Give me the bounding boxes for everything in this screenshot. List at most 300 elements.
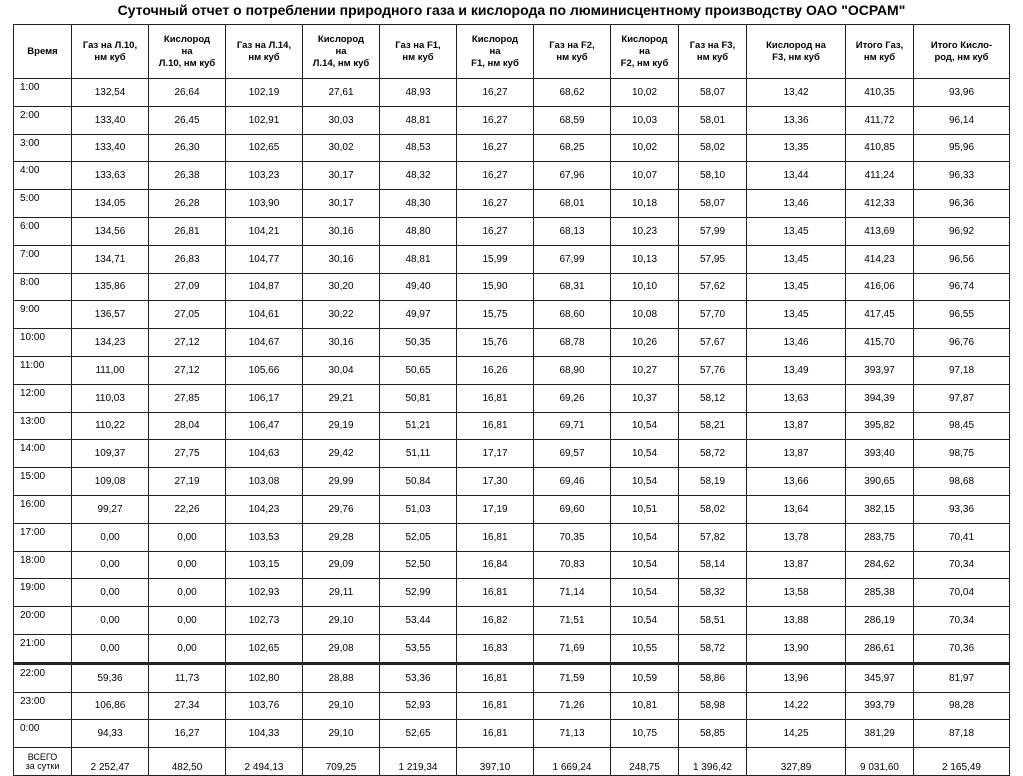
value-cell: 68,31 [534, 273, 611, 301]
value-cell: 13,66 [747, 468, 846, 496]
table-row [14, 720, 1010, 748]
value-cell: 49,97 [380, 301, 457, 329]
value-cell: 30,03 [303, 106, 380, 134]
value-cell: 16,83 [457, 634, 534, 663]
value-cell: 58,14 [679, 551, 747, 579]
time-cell: 10:00 [14, 329, 72, 357]
value-cell: 133,63 [72, 162, 149, 190]
value-cell: 58,02 [679, 495, 747, 523]
value-cell: 417,45 [846, 301, 914, 329]
total-label: ВСЕГО за сутки [14, 748, 72, 776]
value-cell: 134,23 [72, 329, 149, 357]
value-cell: 69,60 [534, 495, 611, 523]
value-cell: 96,33 [914, 162, 1010, 190]
table-row [14, 495, 1010, 523]
time-cell: 19:00 [14, 579, 72, 607]
value-cell: 26,83 [149, 245, 226, 273]
value-cell: 10,59 [611, 663, 679, 692]
value-cell: 104,87 [226, 273, 303, 301]
value-cell: 57,99 [679, 217, 747, 245]
value-cell: 110,22 [72, 412, 149, 440]
value-cell: 96,36 [914, 190, 1010, 218]
value-cell: 70,36 [914, 634, 1010, 663]
value-cell: 29,19 [303, 412, 380, 440]
time-cell: 23:00 [14, 692, 72, 720]
value-cell: 16,84 [457, 551, 534, 579]
value-cell: 102,19 [226, 79, 303, 107]
value-cell: 81,97 [914, 663, 1010, 692]
value-cell: 15,75 [457, 301, 534, 329]
time-cell: 6:00 [14, 217, 72, 245]
value-cell: 58,07 [679, 79, 747, 107]
time-cell: 8:00 [14, 273, 72, 301]
time-cell: 13:00 [14, 412, 72, 440]
value-cell: 70,35 [534, 523, 611, 551]
column-header: Время [14, 25, 72, 79]
value-cell: 16,81 [457, 692, 534, 720]
value-cell: 68,25 [534, 134, 611, 162]
time-cell: 17:00 [14, 523, 72, 551]
value-cell: 109,08 [72, 468, 149, 496]
value-cell: 13,42 [747, 79, 846, 107]
column-header: Газ на Л.14, нм куб [226, 25, 303, 79]
table-row [14, 579, 1010, 607]
value-cell: 16,27 [149, 720, 226, 748]
value-cell: 30,16 [303, 245, 380, 273]
value-cell: 103,53 [226, 523, 303, 551]
value-cell: 10,23 [611, 217, 679, 245]
value-cell: 29,42 [303, 440, 380, 468]
value-cell: 16,81 [457, 412, 534, 440]
value-cell: 16,27 [457, 217, 534, 245]
value-cell: 393,79 [846, 692, 914, 720]
value-cell: 13,45 [747, 301, 846, 329]
value-cell: 26,81 [149, 217, 226, 245]
value-cell: 14,25 [747, 720, 846, 748]
value-cell: 27,85 [149, 384, 226, 412]
value-cell: 30,22 [303, 301, 380, 329]
total-row [14, 748, 1010, 776]
value-cell: 67,99 [534, 245, 611, 273]
value-cell: 17,30 [457, 468, 534, 496]
value-cell: 16,27 [457, 162, 534, 190]
value-cell: 415,70 [846, 329, 914, 357]
value-cell: 16,81 [457, 720, 534, 748]
time-cell: 0:00 [14, 720, 72, 748]
time-cell: 7:00 [14, 245, 72, 273]
value-cell: 13,88 [747, 607, 846, 635]
value-cell: 10,02 [611, 134, 679, 162]
column-header: Итого Кисло- род, нм куб [914, 25, 1010, 79]
value-cell: 95,96 [914, 134, 1010, 162]
value-cell: 71,26 [534, 692, 611, 720]
value-cell: 99,27 [72, 495, 149, 523]
time-cell: 18:00 [14, 551, 72, 579]
value-cell: 53,36 [380, 663, 457, 692]
value-cell: 10,54 [611, 523, 679, 551]
value-cell: 134,56 [72, 217, 149, 245]
value-cell: 68,90 [534, 356, 611, 384]
value-cell: 103,15 [226, 551, 303, 579]
value-cell: 0,00 [149, 634, 226, 663]
value-cell: 102,91 [226, 106, 303, 134]
value-cell: 98,45 [914, 412, 1010, 440]
value-cell: 10,13 [611, 245, 679, 273]
value-cell: 68,60 [534, 301, 611, 329]
value-cell: 58,12 [679, 384, 747, 412]
value-cell: 70,34 [914, 607, 1010, 635]
value-cell: 96,92 [914, 217, 1010, 245]
value-cell: 10,03 [611, 106, 679, 134]
table-row [14, 692, 1010, 720]
value-cell: 57,82 [679, 523, 747, 551]
value-cell: 71,13 [534, 720, 611, 748]
total-value: 2 494,13 [226, 748, 303, 776]
table-row [14, 663, 1010, 692]
value-cell: 134,05 [72, 190, 149, 218]
value-cell: 110,03 [72, 384, 149, 412]
column-header: Кислород на Л.14, нм куб [303, 25, 380, 79]
value-cell: 68,01 [534, 190, 611, 218]
table-row [14, 273, 1010, 301]
value-cell: 284,62 [846, 551, 914, 579]
value-cell: 103,90 [226, 190, 303, 218]
value-cell: 393,97 [846, 356, 914, 384]
value-cell: 286,61 [846, 634, 914, 663]
value-cell: 71,14 [534, 579, 611, 607]
value-cell: 106,47 [226, 412, 303, 440]
value-cell: 58,85 [679, 720, 747, 748]
value-cell: 48,53 [380, 134, 457, 162]
value-cell: 30,16 [303, 217, 380, 245]
total-value: 397,10 [457, 748, 534, 776]
value-cell: 102,80 [226, 663, 303, 692]
value-cell: 10,27 [611, 356, 679, 384]
value-cell: 50,35 [380, 329, 457, 357]
value-cell: 105,66 [226, 356, 303, 384]
value-cell: 10,26 [611, 329, 679, 357]
value-cell: 96,55 [914, 301, 1010, 329]
value-cell: 103,23 [226, 162, 303, 190]
column-header: Кислород на Л.10, нм куб [149, 25, 226, 79]
value-cell: 30,20 [303, 273, 380, 301]
value-cell: 13,46 [747, 329, 846, 357]
table-row [14, 468, 1010, 496]
value-cell: 29,28 [303, 523, 380, 551]
value-cell: 10,51 [611, 495, 679, 523]
value-cell: 26,45 [149, 106, 226, 134]
column-header: Газ на F1, нм куб [380, 25, 457, 79]
table-row [14, 190, 1010, 218]
header-row [14, 25, 1010, 79]
value-cell: 14,22 [747, 692, 846, 720]
total-value: 2 252,47 [72, 748, 149, 776]
value-cell: 0,00 [72, 579, 149, 607]
value-cell: 16,27 [457, 190, 534, 218]
value-cell: 29,09 [303, 551, 380, 579]
value-cell: 111,00 [72, 356, 149, 384]
value-cell: 48,81 [380, 106, 457, 134]
value-cell: 30,16 [303, 329, 380, 357]
value-cell: 50,81 [380, 384, 457, 412]
value-cell: 10,54 [611, 440, 679, 468]
table-row [14, 245, 1010, 273]
value-cell: 30,02 [303, 134, 380, 162]
value-cell: 58,32 [679, 579, 747, 607]
value-cell: 16,27 [457, 106, 534, 134]
value-cell: 71,59 [534, 663, 611, 692]
total-value: 2 165,49 [914, 748, 1010, 776]
value-cell: 413,69 [846, 217, 914, 245]
value-cell: 22,26 [149, 495, 226, 523]
value-cell: 27,19 [149, 468, 226, 496]
value-cell: 50,84 [380, 468, 457, 496]
value-cell: 410,85 [846, 134, 914, 162]
value-cell: 10,08 [611, 301, 679, 329]
value-cell: 94,33 [72, 720, 149, 748]
value-cell: 414,23 [846, 245, 914, 273]
value-cell: 96,74 [914, 273, 1010, 301]
value-cell: 97,18 [914, 356, 1010, 384]
value-cell: 13,36 [747, 106, 846, 134]
value-cell: 10,37 [611, 384, 679, 412]
value-cell: 58,07 [679, 190, 747, 218]
value-cell: 10,54 [611, 412, 679, 440]
value-cell: 69,71 [534, 412, 611, 440]
value-cell: 10,18 [611, 190, 679, 218]
value-cell: 51,21 [380, 412, 457, 440]
value-cell: 98,28 [914, 692, 1010, 720]
value-cell: 58,72 [679, 440, 747, 468]
value-cell: 29,10 [303, 720, 380, 748]
value-cell: 0,00 [149, 579, 226, 607]
value-cell: 48,32 [380, 162, 457, 190]
value-cell: 26,38 [149, 162, 226, 190]
value-cell: 27,12 [149, 329, 226, 357]
value-cell: 53,55 [380, 634, 457, 663]
value-cell: 51,03 [380, 495, 457, 523]
value-cell: 416,06 [846, 273, 914, 301]
table-row [14, 329, 1010, 357]
value-cell: 52,50 [380, 551, 457, 579]
value-cell: 27,75 [149, 440, 226, 468]
value-cell: 16,81 [457, 384, 534, 412]
value-cell: 13,49 [747, 356, 846, 384]
value-cell: 393,40 [846, 440, 914, 468]
time-cell: 9:00 [14, 301, 72, 329]
time-cell: 1:00 [14, 79, 72, 107]
value-cell: 0,00 [72, 634, 149, 663]
total-value: 1 219,34 [380, 748, 457, 776]
value-cell: 102,65 [226, 634, 303, 663]
value-cell: 0,00 [72, 607, 149, 635]
value-cell: 0,00 [149, 607, 226, 635]
time-cell: 15:00 [14, 468, 72, 496]
value-cell: 13,64 [747, 495, 846, 523]
value-cell: 69,46 [534, 468, 611, 496]
value-cell: 134,71 [72, 245, 149, 273]
value-cell: 411,72 [846, 106, 914, 134]
value-cell: 104,67 [226, 329, 303, 357]
value-cell: 30,04 [303, 356, 380, 384]
value-cell: 29,10 [303, 692, 380, 720]
value-cell: 15,90 [457, 273, 534, 301]
value-cell: 17,19 [457, 495, 534, 523]
value-cell: 29,76 [303, 495, 380, 523]
value-cell: 104,61 [226, 301, 303, 329]
value-cell: 27,05 [149, 301, 226, 329]
value-cell: 29,10 [303, 607, 380, 635]
column-header: Газ на F2, нм куб [534, 25, 611, 79]
value-cell: 10,55 [611, 634, 679, 663]
value-cell: 52,99 [380, 579, 457, 607]
column-header: Газ на Л.10, нм куб [72, 25, 149, 79]
value-cell: 26,64 [149, 79, 226, 107]
value-cell: 48,93 [380, 79, 457, 107]
time-cell: 2:00 [14, 106, 72, 134]
value-cell: 69,57 [534, 440, 611, 468]
column-header: Кислород на F1, нм куб [457, 25, 534, 79]
total-value: 1 669,24 [534, 748, 611, 776]
value-cell: 11,73 [149, 663, 226, 692]
value-cell: 29,21 [303, 384, 380, 412]
time-cell: 4:00 [14, 162, 72, 190]
value-cell: 98,75 [914, 440, 1010, 468]
value-cell: 13,45 [747, 273, 846, 301]
value-cell: 13,63 [747, 384, 846, 412]
value-cell: 109,37 [72, 440, 149, 468]
table-row [14, 301, 1010, 329]
time-cell: 22:00 [14, 663, 72, 692]
table-row [14, 106, 1010, 134]
value-cell: 382,15 [846, 495, 914, 523]
table-body [14, 79, 1010, 776]
value-cell: 13,87 [747, 440, 846, 468]
value-cell: 96,56 [914, 245, 1010, 273]
value-cell: 58,51 [679, 607, 747, 635]
value-cell: 412,33 [846, 190, 914, 218]
value-cell: 104,63 [226, 440, 303, 468]
value-cell: 52,05 [380, 523, 457, 551]
value-cell: 57,70 [679, 301, 747, 329]
value-cell: 104,21 [226, 217, 303, 245]
value-cell: 10,07 [611, 162, 679, 190]
value-cell: 395,82 [846, 412, 914, 440]
value-cell: 103,76 [226, 692, 303, 720]
time-cell: 11:00 [14, 356, 72, 384]
value-cell: 135,86 [72, 273, 149, 301]
value-cell: 96,76 [914, 329, 1010, 357]
value-cell: 13,45 [747, 245, 846, 273]
value-cell: 106,86 [72, 692, 149, 720]
value-cell: 16,81 [457, 663, 534, 692]
value-cell: 57,67 [679, 329, 747, 357]
value-cell: 71,51 [534, 607, 611, 635]
table-row [14, 440, 1010, 468]
value-cell: 390,65 [846, 468, 914, 496]
value-cell: 106,17 [226, 384, 303, 412]
value-cell: 104,23 [226, 495, 303, 523]
value-cell: 132,54 [72, 79, 149, 107]
value-cell: 58,72 [679, 634, 747, 663]
value-cell: 53,44 [380, 607, 457, 635]
value-cell: 98,68 [914, 468, 1010, 496]
value-cell: 10,02 [611, 79, 679, 107]
value-cell: 57,62 [679, 273, 747, 301]
value-cell: 58,86 [679, 663, 747, 692]
value-cell: 68,62 [534, 79, 611, 107]
value-cell: 26,28 [149, 190, 226, 218]
value-cell: 70,34 [914, 551, 1010, 579]
value-cell: 0,00 [72, 551, 149, 579]
value-cell: 93,36 [914, 495, 1010, 523]
value-cell: 103,08 [226, 468, 303, 496]
value-cell: 57,95 [679, 245, 747, 273]
value-cell: 394,39 [846, 384, 914, 412]
total-value: 9 031,60 [846, 748, 914, 776]
column-header: Газ на F3, нм куб [679, 25, 747, 79]
value-cell: 17,17 [457, 440, 534, 468]
total-value: 1 396,42 [679, 748, 747, 776]
value-cell: 70,83 [534, 551, 611, 579]
value-cell: 58,19 [679, 468, 747, 496]
time-cell: 12:00 [14, 384, 72, 412]
value-cell: 410,35 [846, 79, 914, 107]
value-cell: 68,59 [534, 106, 611, 134]
value-cell: 29,99 [303, 468, 380, 496]
value-cell: 16,26 [457, 356, 534, 384]
value-cell: 49,40 [380, 273, 457, 301]
value-cell: 27,61 [303, 79, 380, 107]
value-cell: 13,87 [747, 412, 846, 440]
value-cell: 13,58 [747, 579, 846, 607]
value-cell: 52,65 [380, 720, 457, 748]
value-cell: 345,97 [846, 663, 914, 692]
value-cell: 69,26 [534, 384, 611, 412]
value-cell: 96,14 [914, 106, 1010, 134]
value-cell: 15,76 [457, 329, 534, 357]
table-row [14, 162, 1010, 190]
value-cell: 58,10 [679, 162, 747, 190]
value-cell: 58,21 [679, 412, 747, 440]
value-cell: 58,01 [679, 106, 747, 134]
total-value: 327,89 [747, 748, 846, 776]
value-cell: 16,27 [457, 134, 534, 162]
value-cell: 0,00 [149, 523, 226, 551]
value-cell: 97,87 [914, 384, 1010, 412]
value-cell: 13,46 [747, 190, 846, 218]
table-row [14, 134, 1010, 162]
column-header: Итого Газ, нм куб [846, 25, 914, 79]
time-cell: 3:00 [14, 134, 72, 162]
value-cell: 48,30 [380, 190, 457, 218]
value-cell: 13,35 [747, 134, 846, 162]
value-cell: 67,96 [534, 162, 611, 190]
value-cell: 10,54 [611, 468, 679, 496]
table-row [14, 356, 1010, 384]
value-cell: 58,02 [679, 134, 747, 162]
value-cell: 50,65 [380, 356, 457, 384]
value-cell: 26,30 [149, 134, 226, 162]
time-cell: 21:00 [14, 634, 72, 663]
value-cell: 93,96 [914, 79, 1010, 107]
table-row [14, 523, 1010, 551]
value-cell: 10,81 [611, 692, 679, 720]
column-header: Кислород на F2, нм куб [611, 25, 679, 79]
value-cell: 283,75 [846, 523, 914, 551]
table-row [14, 551, 1010, 579]
value-cell: 29,11 [303, 579, 380, 607]
